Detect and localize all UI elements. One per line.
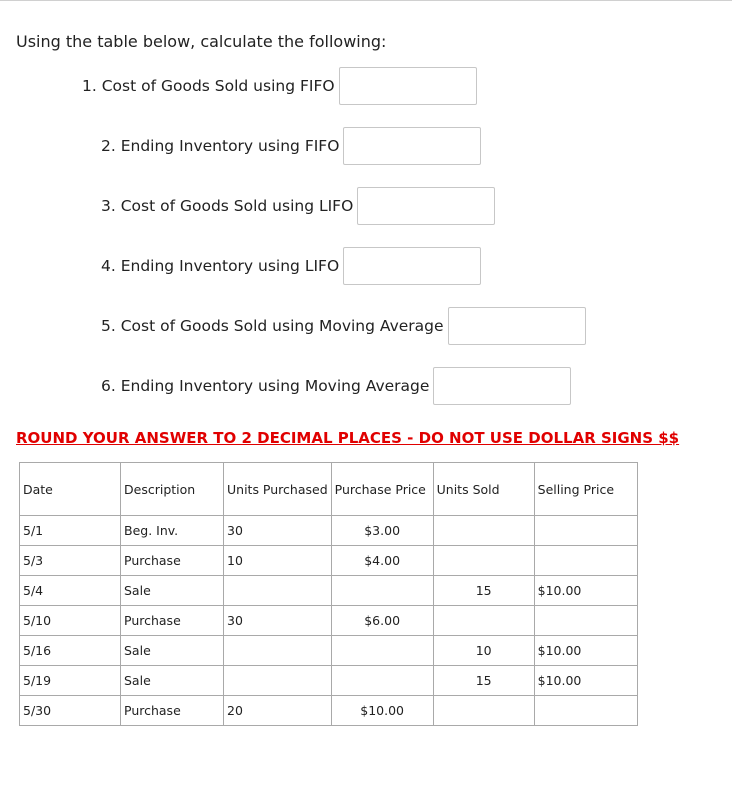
question-6 [101,367,571,405]
cell-units-purchased: 10 [224,546,332,576]
cell-units-purchased: 30 [224,606,332,636]
table-row [20,546,638,576]
cell-description: Sale [121,576,224,606]
question-4 [101,247,481,285]
cell-selling-price [534,546,637,576]
table-row [20,606,638,636]
cell-purchase-price: $3.00 [331,516,433,546]
rounding-warning: ROUND YOUR ANSWER TO 2 DECIMAL PLACES - DO NOT USE DOLLAR SIGNS $$ [16,429,680,447]
cell-purchase-price: $6.00 [331,606,433,636]
cell-selling-price [534,696,637,726]
cell-purchase-price: $4.00 [331,546,433,576]
answer-4-input[interactable] [343,247,481,285]
cell-date: 5/4 [20,576,121,606]
question-3 [101,187,495,225]
cell-selling-price: $10.00 [534,576,637,606]
cell-purchase-price [331,666,433,696]
answer-1-input[interactable] [339,67,477,105]
cell-units-purchased [224,666,332,696]
inventory-table [19,462,638,726]
cell-selling-price [534,606,637,636]
cell-units-sold: 15 [433,666,534,696]
cell-date: 5/19 [20,666,121,696]
header-date: Date [20,463,121,516]
cell-units-sold: 15 [433,576,534,606]
question-4-label: 4. Ending Inventory using LIFO [101,257,340,275]
cell-units-sold [433,546,534,576]
cell-description: Purchase [121,696,224,726]
cell-units-sold [433,606,534,636]
cell-units-purchased: 20 [224,696,332,726]
table-row [20,666,638,696]
cell-date: 5/30 [20,696,121,726]
cell-purchase-price [331,576,433,606]
header-units-sold: Units Sold [433,463,534,516]
cell-date: 5/1 [20,516,121,546]
answer-6-input[interactable] [433,367,571,405]
question-6-label: 6. Ending Inventory using Moving Average [101,377,430,395]
cell-description: Sale [121,666,224,696]
top-divider [0,0,732,1]
cell-selling-price [534,516,637,546]
question-3-label: 3. Cost of Goods Sold using LIFO [101,197,354,215]
table-row [20,576,638,606]
cell-date: 5/16 [20,636,121,666]
cell-description: Sale [121,636,224,666]
cell-units-sold [433,516,534,546]
cell-date: 5/3 [20,546,121,576]
question-2 [101,127,481,165]
table-header-row [20,463,638,516]
table-row [20,516,638,546]
table-row [20,696,638,726]
question-1 [82,67,477,105]
question-2-label: 2. Ending Inventory using FIFO [101,137,340,155]
question-1-label: 1. Cost of Goods Sold using FIFO [82,77,335,95]
instructions-text: Using the table below, calculate the following: [16,32,387,51]
cell-date: 5/10 [20,606,121,636]
cell-purchase-price: $10.00 [331,696,433,726]
cell-units-sold [433,696,534,726]
header-purchase-price: Purchase Price [331,463,433,516]
cell-units-sold: 10 [433,636,534,666]
answer-2-input[interactable] [343,127,481,165]
table-row [20,636,638,666]
cell-purchase-price [331,636,433,666]
question-5-label: 5. Cost of Goods Sold using Moving Average [101,317,444,335]
cell-description: Purchase [121,606,224,636]
cell-units-purchased [224,636,332,666]
cell-selling-price: $10.00 [534,636,637,666]
cell-selling-price: $10.00 [534,666,637,696]
header-description: Description [121,463,224,516]
cell-description: Beg. Inv. [121,516,224,546]
answer-5-input[interactable] [448,307,586,345]
cell-description: Purchase [121,546,224,576]
header-selling-price: Selling Price [534,463,637,516]
cell-units-purchased [224,576,332,606]
cell-units-purchased: 30 [224,516,332,546]
question-5 [101,307,586,345]
answer-3-input[interactable] [357,187,495,225]
header-units-purchased: Units Purchased [224,463,332,516]
